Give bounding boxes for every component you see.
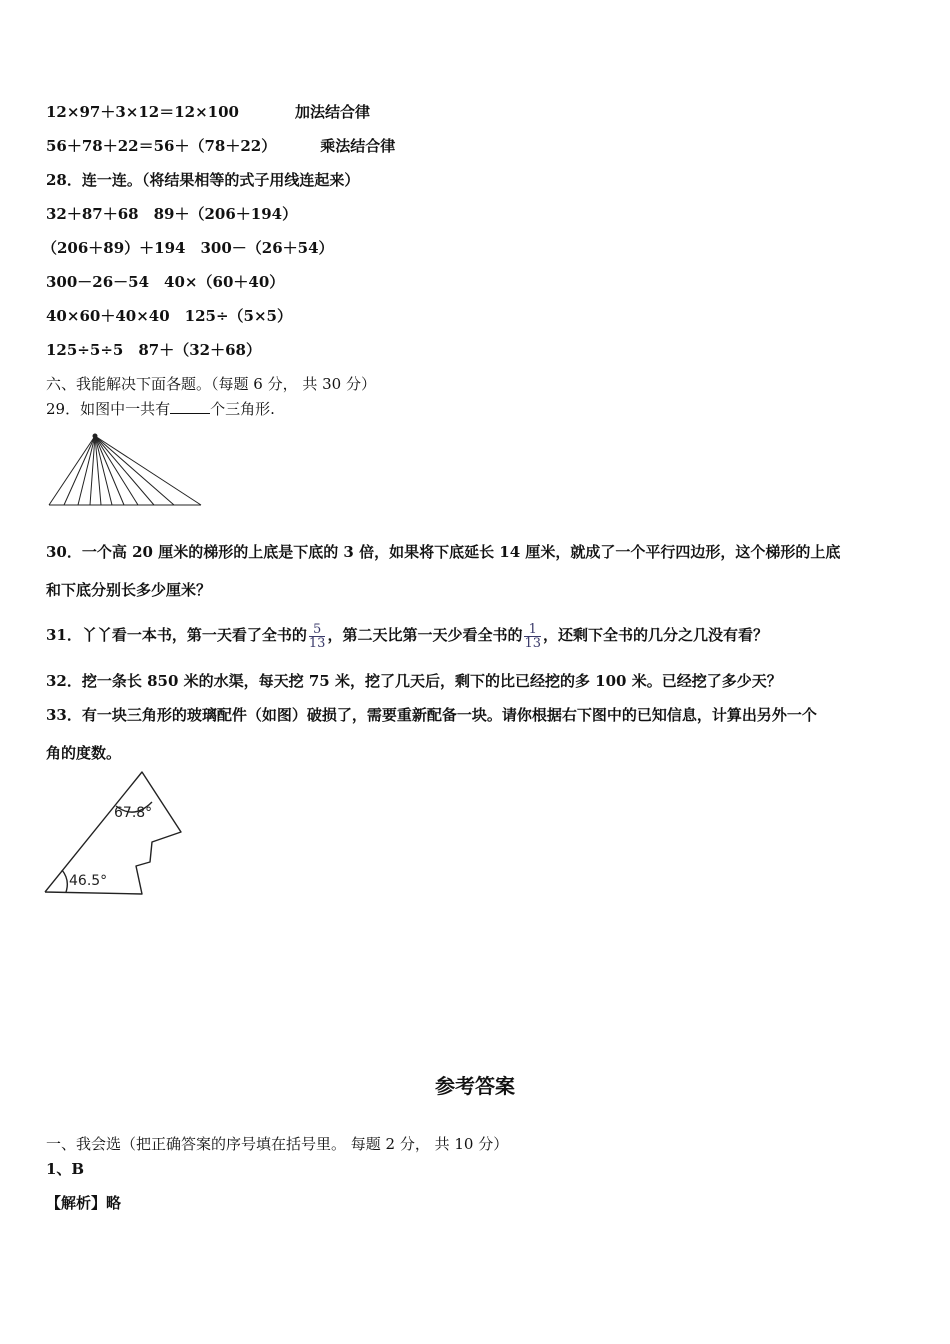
match-row-2 (46, 136, 395, 156)
answer-item1: 1、B (46, 1160, 85, 1178)
q29 (46, 399, 275, 419)
fraction-denominator: 13 (524, 635, 541, 651)
fraction-denominator: 13 (308, 635, 326, 651)
q29-after: 个三角形. (210, 400, 275, 418)
section6-heading: 六、我能解决下面各题。（每题 6 分， 共 30 分） (46, 375, 376, 393)
fraction (309, 623, 326, 650)
match-expr: 56＋78＋22＝56＋（78＋22） (46, 137, 277, 155)
match-row-1 (46, 102, 370, 122)
answer-analysis: 【解析】略 (46, 1194, 122, 1212)
match-law: 乘法结合律 (320, 137, 396, 155)
answer-blank (170, 399, 210, 414)
q33-line2: 角的度数。 (46, 744, 122, 762)
answer-title: 参考答案 (435, 1074, 515, 1098)
q29-before: 29．如图中一共有 (46, 400, 171, 418)
angle-label-top: 67.8° (114, 805, 153, 821)
q31 (46, 616, 768, 654)
fraction-numerator: 1 (524, 623, 541, 637)
q28-row: （206＋89）＋194 300－（26＋54） (42, 239, 334, 257)
q28-row: 125÷5÷5 87＋（32＋68） (46, 341, 261, 359)
match-expr: 12×97＋3×12＝12×100 (46, 103, 239, 121)
q28-row: 300－26－54 40×（60＋40） (46, 273, 285, 291)
fraction (524, 623, 541, 650)
angle-label-bottom: 46.5° (69, 873, 108, 889)
match-law: 加法结合律 (294, 103, 370, 121)
q30-line2: 和下底分别长多少厘米？ (46, 581, 212, 599)
broken-triangle-figure (44, 770, 186, 896)
q31-part3: ，还剩下全书的几分之几没有看？ (543, 626, 769, 644)
q28-title: 28．连一连。（将结果相等的式子用线连起来） (46, 171, 360, 189)
q28-row: 40×60＋40×40 125÷（5×5） (46, 307, 292, 325)
fraction-numerator: 5 (309, 623, 326, 637)
q30-line1: 30．一个高 20 厘米的梯形的上底是下底的 3 倍，如果将下底延长 14 厘米，就成了一个平行四边形，这个梯形的上底 (46, 543, 841, 561)
q32: 32．挖一条长 850 米的水渠，每天挖 75 米，挖了几天后，剩下的比已经挖的多 100 米。已经挖了多少天？ (46, 672, 782, 690)
q33-line1: 33．有一块三角形的玻璃配件（如图）破损了，需要重新配备一块。请你根据右下图中的已知信息，计算出另外一个 (46, 706, 817, 724)
q31-part1: 31．丫丫看一本书，第一天看了全书的 (46, 626, 307, 644)
answer-section1: 一、我会选（把正确答案的序号填在括号里。 每题 2 分， 共 10 分） (46, 1135, 509, 1153)
q31-part2: ，第二天比第一天少看全书的 (327, 626, 523, 644)
q28-row: 32＋87＋68 89＋（206＋194） (46, 205, 298, 223)
fan-triangle-figure (46, 432, 206, 508)
